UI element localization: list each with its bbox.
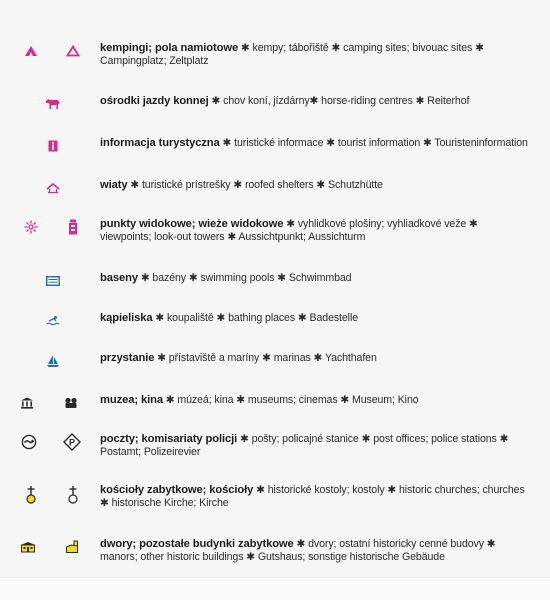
tower-icon bbox=[64, 218, 82, 236]
cinema-icon bbox=[62, 394, 80, 412]
legend-desc: ✱ chov koní, jízdárny✱ horse-riding centres ✱ Reiterhof bbox=[211, 95, 470, 107]
historic-church-icon bbox=[22, 484, 40, 506]
legend-row-post-police bbox=[0, 433, 550, 459]
legend-row-marinas bbox=[0, 352, 550, 378]
legend-term: baseny bbox=[100, 272, 138, 284]
legend-desc: ✱ koupaliště ✱ bathing places ✱ Badestelle bbox=[155, 312, 358, 324]
manor-icon bbox=[19, 538, 37, 556]
legend-row-churches bbox=[0, 484, 550, 510]
legend-term: kąpieliska bbox=[100, 312, 153, 324]
post-office-icon bbox=[20, 433, 38, 451]
legend-row-pools bbox=[0, 272, 550, 298]
legend-term: wiaty bbox=[100, 179, 128, 191]
historic-building-icon bbox=[63, 538, 81, 556]
legend-row-horse-riding bbox=[0, 95, 550, 121]
legend-text-viewpoints bbox=[100, 218, 550, 244]
legend-desc: ✱ kempy; tábořiště ✱ camping sites; bivouac sites ✱ Campingplatz; Zeltplatz bbox=[100, 42, 484, 67]
legend-term: punkty widokowe; wieże widokowe bbox=[100, 218, 284, 230]
legend-text-manors bbox=[100, 538, 550, 564]
legend-text-marinas bbox=[100, 352, 550, 365]
legend-term: kempingi; pola namiotowe bbox=[100, 42, 239, 54]
shelter-icon bbox=[44, 179, 62, 197]
info-icon bbox=[44, 137, 62, 155]
horse-icon bbox=[44, 95, 62, 113]
legend-text-pools bbox=[100, 272, 550, 285]
legend-desc: ✱ přístaviště a maríny ✱ marinas ✱ Yachthafen bbox=[157, 352, 377, 364]
legend-desc: ✱ vyhlidkové plošiny; vyhliadkové veže ✱ viewpoints; look-out towers ✱ Aussichtpunkt; Aussichturm bbox=[100, 218, 478, 243]
legend-text-shelters bbox=[100, 179, 550, 192]
legend-text-churches bbox=[100, 484, 550, 510]
church-icon bbox=[64, 484, 82, 506]
legend-term: dwory; pozostałe budynki zabytkowe bbox=[100, 538, 294, 550]
legend-desc: ✱ turistické informace ✱ tourist information ✱ Touristeninformation bbox=[222, 137, 528, 149]
legend-row-camping bbox=[0, 42, 550, 68]
legend-text-tourist-info bbox=[100, 137, 550, 150]
police-icon bbox=[63, 433, 81, 451]
legend-term: poczty; komisariaty policji bbox=[100, 433, 238, 445]
legend-row-tourist-info bbox=[0, 137, 550, 163]
tent-a-icon bbox=[22, 42, 40, 60]
legend-desc: ✱ múzeá; kina ✱ museums; cinemas ✱ Museum; Kino bbox=[165, 394, 419, 406]
legend-row-viewpoints bbox=[0, 218, 550, 244]
legend-desc: ✱ pošty; policajné stanice ✱ post offices; police stations ✱ Postamt; Polizeirevier bbox=[100, 433, 509, 458]
legend-text-bathing bbox=[100, 312, 550, 325]
legend-text-camping bbox=[100, 42, 550, 68]
pool-icon bbox=[44, 272, 62, 290]
legend-text-post-police bbox=[100, 433, 550, 459]
viewpoint-icon bbox=[22, 218, 40, 236]
legend-text-horse-riding bbox=[100, 95, 550, 108]
legend-text-museums bbox=[100, 394, 550, 407]
legend-row-museums bbox=[0, 394, 550, 420]
legend-term: informacja turystyczna bbox=[100, 137, 220, 149]
tent-outline-icon bbox=[64, 42, 82, 60]
legend-row-bathing bbox=[0, 312, 550, 338]
legend-term: ośrodki jazdy konnej bbox=[100, 95, 209, 107]
legend-desc: ✱ historické kostoly; kostoly ✱ historic churches; churches ✱ historische Kirche; Kirche bbox=[100, 484, 525, 509]
bathing-icon bbox=[44, 312, 62, 330]
legend-desc: ✱ bazény ✱ swimming pools ✱ Schwimmbad bbox=[140, 272, 352, 284]
legend-term: kościoły zabytkowe; kościoły bbox=[100, 484, 254, 496]
legend-desc: ✱ turistické prístrešky ✱ roofed shelters ✱ Schutzhütte bbox=[130, 179, 383, 191]
svg-text:P: P bbox=[68, 437, 76, 448]
sailboat-icon bbox=[44, 352, 62, 370]
legend-row-shelters bbox=[0, 179, 550, 205]
legend-term: przystanie bbox=[100, 352, 155, 364]
museum-icon bbox=[18, 394, 36, 412]
legend-term: muzea; kina bbox=[100, 394, 163, 406]
legend-desc: ✱ dvory; ostatní historicky cenné budovy ✱ manors; other historic buildings ✱ Gutshaus; sonstige historische Gebäude bbox=[100, 538, 496, 563]
legend-row-manors bbox=[0, 538, 550, 564]
